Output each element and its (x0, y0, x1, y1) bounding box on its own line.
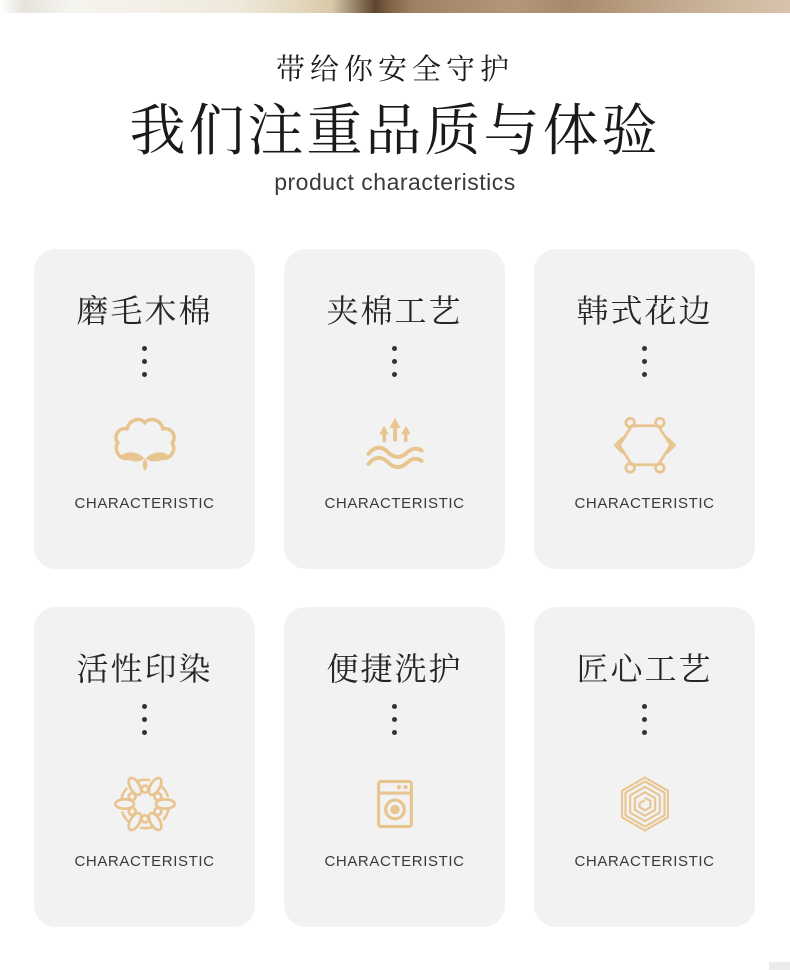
feature-card-label: CHARACTERISTIC (574, 495, 715, 512)
feature-card-title: 夹棉工艺 (326, 292, 463, 330)
washing-machine-icon (356, 765, 434, 843)
section-tagline: 带给你安全守护 (275, 52, 514, 86)
scrollbar-fragment[interactable] (769, 962, 790, 970)
vertical-dots-decoration (642, 704, 647, 735)
feature-card-title: 便捷洗护 (326, 650, 463, 688)
feature-card-title: 活性印染 (76, 650, 213, 688)
feature-card-padded-cotton (284, 249, 505, 569)
vertical-dots-decoration (392, 346, 397, 377)
cotton-flower-icon (106, 407, 184, 485)
feature-card-label: CHARACTERISTIC (74, 853, 215, 870)
top-photo-strip (0, 0, 790, 13)
feature-card-title: 韩式花边 (576, 292, 713, 330)
breathable-arrows-waves-icon (356, 407, 434, 485)
feature-card-craftsmanship (534, 607, 755, 927)
vertical-dots-decoration (392, 704, 397, 735)
craftsmanship-hexagon-icon (606, 765, 684, 843)
vertical-dots-decoration (142, 704, 147, 735)
feature-card-label: CHARACTERISTIC (574, 853, 715, 870)
section-header (0, 47, 790, 196)
feature-card-label: CHARACTERISTIC (324, 853, 465, 870)
section-title: 我们注重品质与体验 (129, 99, 661, 164)
lace-hexagon-icon (606, 407, 684, 485)
reactive-dye-flower-icon (106, 765, 184, 843)
section-subtitle: product characteristics (274, 169, 516, 196)
feature-card-brushed-kapok (34, 249, 255, 569)
feature-card-title: 磨毛木棉 (76, 292, 213, 330)
feature-card-label: CHARACTERISTIC (74, 495, 215, 512)
feature-cards-grid (34, 249, 755, 927)
feature-card-title: 匠心工艺 (576, 650, 713, 688)
feature-card-easy-washing (284, 607, 505, 927)
feature-card-label: CHARACTERISTIC (324, 495, 465, 512)
feature-card-korean-lace (534, 249, 755, 569)
vertical-dots-decoration (642, 346, 647, 377)
vertical-dots-decoration (142, 346, 147, 377)
feature-card-reactive-dyeing (34, 607, 255, 927)
